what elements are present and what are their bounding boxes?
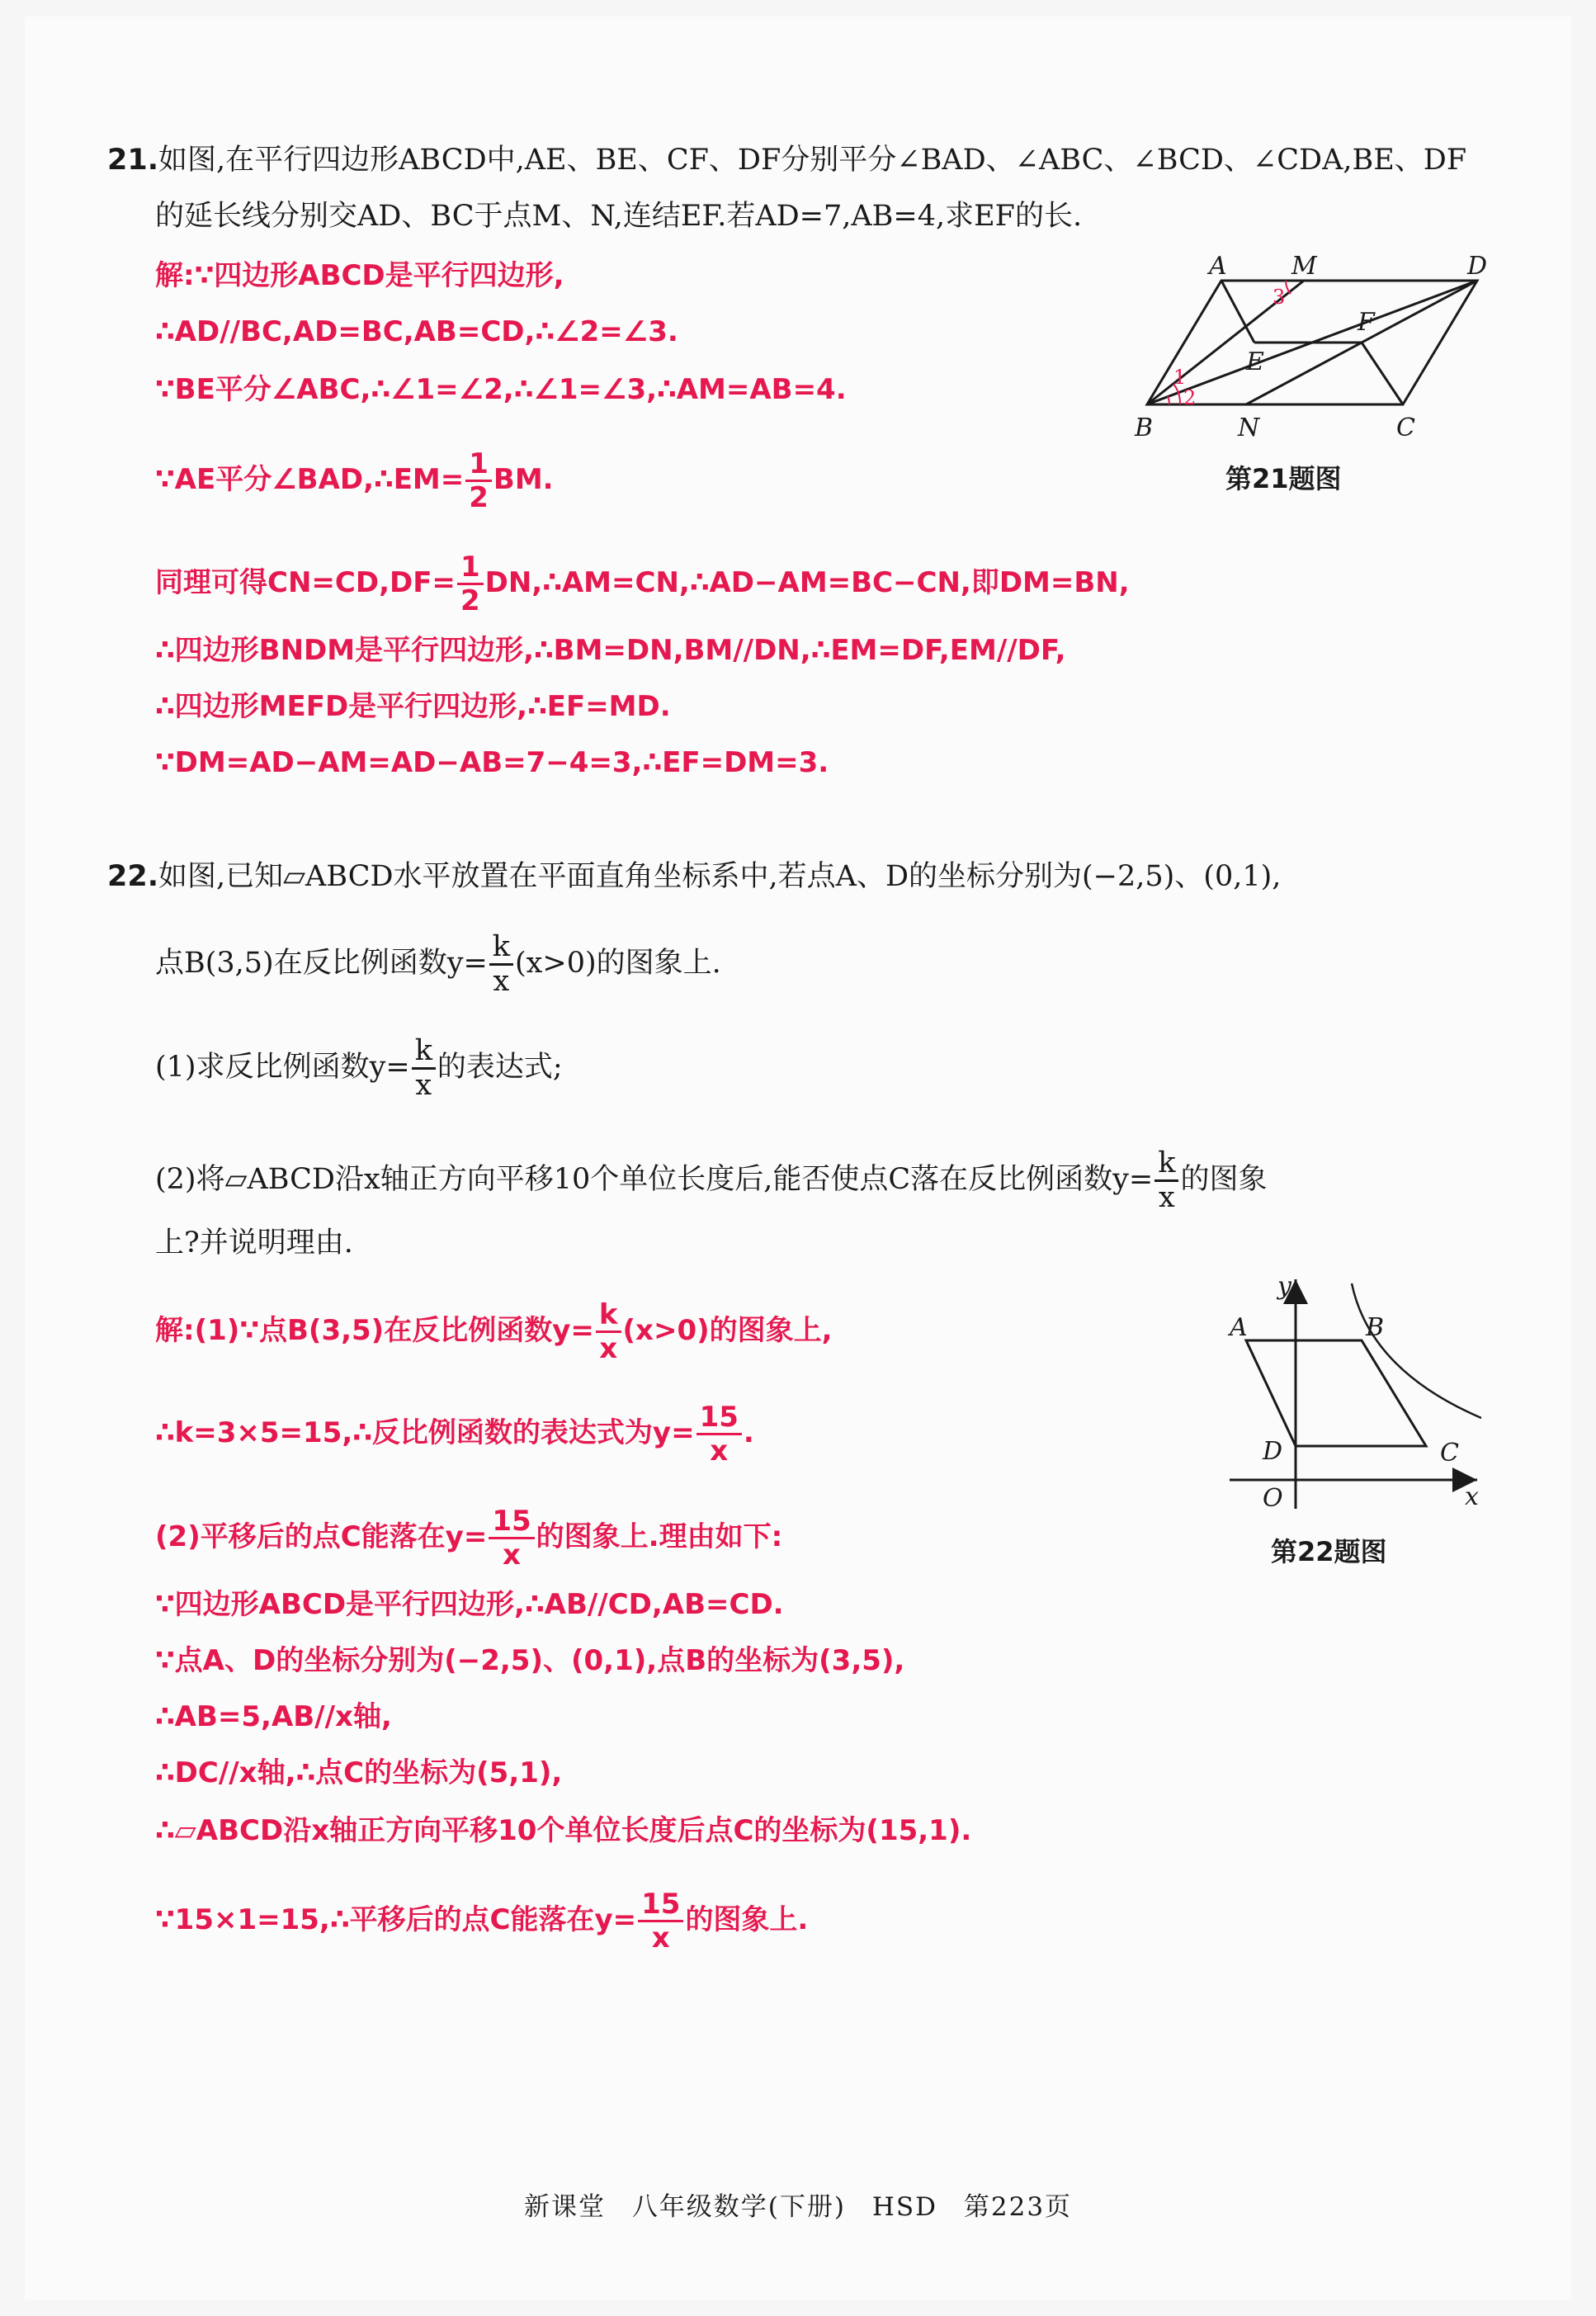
q21-sol4-num: 1 xyxy=(465,450,492,482)
q22-part1-fraction xyxy=(412,1034,436,1102)
q21-sol4-pre: ∵AE平分∠BAD,∴EM= xyxy=(155,463,465,496)
q21-figure xyxy=(1122,248,1510,446)
q22-part2-post: 的图象 xyxy=(1180,1163,1268,1196)
q21-line-cf xyxy=(1362,343,1403,404)
q22-label-x: x xyxy=(1465,1482,1479,1511)
q22-sol9 xyxy=(155,1890,808,1952)
q22-hyperbola-curve xyxy=(1352,1283,1481,1418)
q22-sol1-fraction xyxy=(596,1298,621,1365)
q22-label-a: A xyxy=(1230,1313,1248,1342)
q22-sol2-post: . xyxy=(743,1416,754,1449)
q21-label-f: F xyxy=(1358,308,1375,337)
q22-sol7: ∴DC//x轴,∴点C的坐标为(5,1), xyxy=(155,1756,563,1789)
q22-sol1-pre: 解:(1)∵点B(3,5)在反比例函数y= xyxy=(155,1314,594,1347)
q22-sol3 xyxy=(155,1505,783,1572)
q22-stem2-pre: 点B(3,5)在反比例函数y= xyxy=(155,947,488,980)
page-footer xyxy=(0,2186,1596,2223)
q22-sol5: ∵点A、D的坐标分别为(−2,5)、(0,1),点B的坐标为(3,5), xyxy=(155,1644,905,1677)
q22-sol3-post: 的图象上.理由如下: xyxy=(536,1520,783,1553)
q22-sol9-den: x xyxy=(651,1921,670,1954)
q22-stem-line1 xyxy=(107,858,1281,895)
q22-stem2-fraction xyxy=(489,930,513,998)
q22-sol2 xyxy=(155,1401,754,1468)
q22-part2 xyxy=(155,1146,1268,1214)
q21-sol5-den: 2 xyxy=(460,584,480,617)
q21-sol5 xyxy=(155,553,1130,615)
q22-sol1-post: (x>0)的图象上, xyxy=(622,1314,833,1347)
q21-label-b: B xyxy=(1135,414,1154,442)
q22-sol9-pre: ∵15×1=15,∴平移后的点C能落在y= xyxy=(155,1903,637,1936)
q22-part1-den: x xyxy=(415,1069,432,1102)
q21-angle-arc-3 xyxy=(1286,281,1291,294)
q22-label-c: C xyxy=(1440,1439,1459,1468)
q22-part2-den: x xyxy=(1159,1181,1175,1214)
q21-sol1: 解:∵四边形ABCD是平行四边形, xyxy=(155,259,564,292)
q22-part1 xyxy=(155,1034,563,1102)
q21-sol2: ∴AD//BC,AD=BC,AB=CD,∴∠2=∠3. xyxy=(155,315,678,348)
q22-sol9-num: 15 xyxy=(638,1890,683,1922)
q22-part2-pre: (2)将▱ABCD沿x轴正方向平移10个单位长度后,能否使点C落在反比例函数y= xyxy=(155,1163,1154,1196)
q22-part2-num: k xyxy=(1155,1149,1178,1182)
q21-sol6: ∴四边形BNDM是平行四边形,∴BM=DN,BM//DN,∴EM=DF,EM//DF, xyxy=(155,634,1066,667)
q22-sol1 xyxy=(155,1298,833,1365)
q21-label-angle-1: 1 xyxy=(1173,366,1187,389)
q22-label-d: D xyxy=(1263,1437,1283,1466)
q21-sol3: ∵BE平分∠ABC,∴∠1=∠2,∴∠1=∠3,∴AM=AB=4. xyxy=(155,373,847,406)
q22-sol1-den: x xyxy=(599,1332,618,1365)
q21-label-m: M xyxy=(1291,252,1317,281)
q22-label-y: y xyxy=(1277,1272,1291,1301)
q22-part2-cont: 上?并说明理由. xyxy=(155,1227,353,1260)
footer-page-number: 第223页 xyxy=(963,2192,1073,2222)
q22-sol1-num: k xyxy=(596,1301,621,1333)
q21-sol4-post: BM. xyxy=(493,463,554,496)
q21-label-angle-3: 3 xyxy=(1273,286,1286,309)
q22-figure-caption: 第22题图 xyxy=(1271,1536,1387,1567)
q21-label-c: C xyxy=(1396,414,1415,442)
q21-sol5-fraction xyxy=(457,553,484,615)
q21-sol4 xyxy=(155,447,554,514)
q22-stem2-num: k xyxy=(489,933,513,966)
q22-sol2-pre: ∴k=3×5=15,∴反比例函数的表达式为y= xyxy=(155,1416,695,1449)
q21-number: 21. xyxy=(107,144,159,177)
q21-label-d: D xyxy=(1467,252,1488,281)
q22-parallelogram-abcd xyxy=(1246,1340,1426,1446)
q22-sol3-fraction xyxy=(489,1505,534,1572)
q21-sol8: ∵DM=AD−AM=AD−AB=7−4=3,∴EF=DM=3. xyxy=(155,746,829,779)
q21-sol4-fraction xyxy=(465,447,492,514)
q22-sol9-fraction xyxy=(638,1890,683,1952)
q22-sol3-den: x xyxy=(503,1538,521,1572)
q21-figure-caption: 第21题图 xyxy=(1225,463,1342,494)
q22-sol2-fraction xyxy=(696,1401,742,1468)
q22-part1-post: 的表达式; xyxy=(437,1051,563,1084)
q21-label-a: A xyxy=(1209,252,1227,281)
q21-sol4-den: 2 xyxy=(469,481,489,514)
q22-label-b: B xyxy=(1366,1313,1385,1342)
q21-sol7: ∴四边形MEFD是平行四边形,∴EF=MD. xyxy=(155,690,671,723)
footer-subject: 八年级数学(下册) xyxy=(631,2192,847,2222)
q22-sol9-post: 的图象上. xyxy=(685,1903,809,1936)
q22-figure xyxy=(1213,1271,1494,1519)
q22-sol2-num: 15 xyxy=(696,1403,742,1435)
q22-sol4: ∵四边形ABCD是平行四边形,∴AB//CD,AB=CD. xyxy=(155,1588,784,1621)
q22-sol3-pre: (2)平移后的点C能落在y= xyxy=(155,1520,488,1553)
q22-sol6: ∴AB=5,AB//x轴, xyxy=(155,1700,392,1733)
q22-stem1: 如图,已知▱ABCD水平放置在平面直角坐标系中,若点A、D的坐标分别为(−2,5)、(0,1), xyxy=(158,860,1282,893)
q21-stem-line1 xyxy=(107,142,1466,178)
q21-label-angle-2: 2 xyxy=(1183,386,1197,409)
q22-label-o: O xyxy=(1263,1484,1283,1513)
q21-sol5-pre: 同理可得CN=CD,DF= xyxy=(155,566,456,599)
footer-book: 新课堂 xyxy=(523,2192,606,2222)
q22-part1-num: k xyxy=(412,1037,436,1070)
q21-label-e: E xyxy=(1246,347,1264,376)
footer-edition: HSD xyxy=(871,2192,938,2222)
q22-part2-fraction xyxy=(1155,1146,1178,1214)
q22-sol3-num: 15 xyxy=(489,1507,534,1539)
q21-stem1: 如图,在平行四边形ABCD中,AE、BE、CF、DF分别平分∠BAD、∠ABC、∠BCD、∠CDA,BE、DF xyxy=(158,144,1467,177)
q22-stem2-post: (x>0)的图象上. xyxy=(515,947,721,980)
q22-sol8: ∴▱ABCD沿x轴正方向平移10个单位长度后点C的坐标为(15,1). xyxy=(155,1814,972,1847)
q22-number: 22. xyxy=(107,860,159,893)
q21-label-n: N xyxy=(1238,414,1260,442)
q22-part1-pre: (1)求反比例函数y= xyxy=(155,1051,410,1084)
q22-stem2-den: x xyxy=(493,965,510,998)
q21-sol5-post: DN,∴AM=CN,∴AD−AM=BC−CN,即DM=BN, xyxy=(484,566,1130,599)
q21-sol5-num: 1 xyxy=(457,553,484,585)
q22-sol2-den: x xyxy=(710,1435,729,1468)
q21-stem2: 的延长线分别交AD、BC于点M、N,连结EF.若AD=7,AB=4,求EF的长. xyxy=(155,200,1083,233)
q22-stem2 xyxy=(155,930,721,998)
